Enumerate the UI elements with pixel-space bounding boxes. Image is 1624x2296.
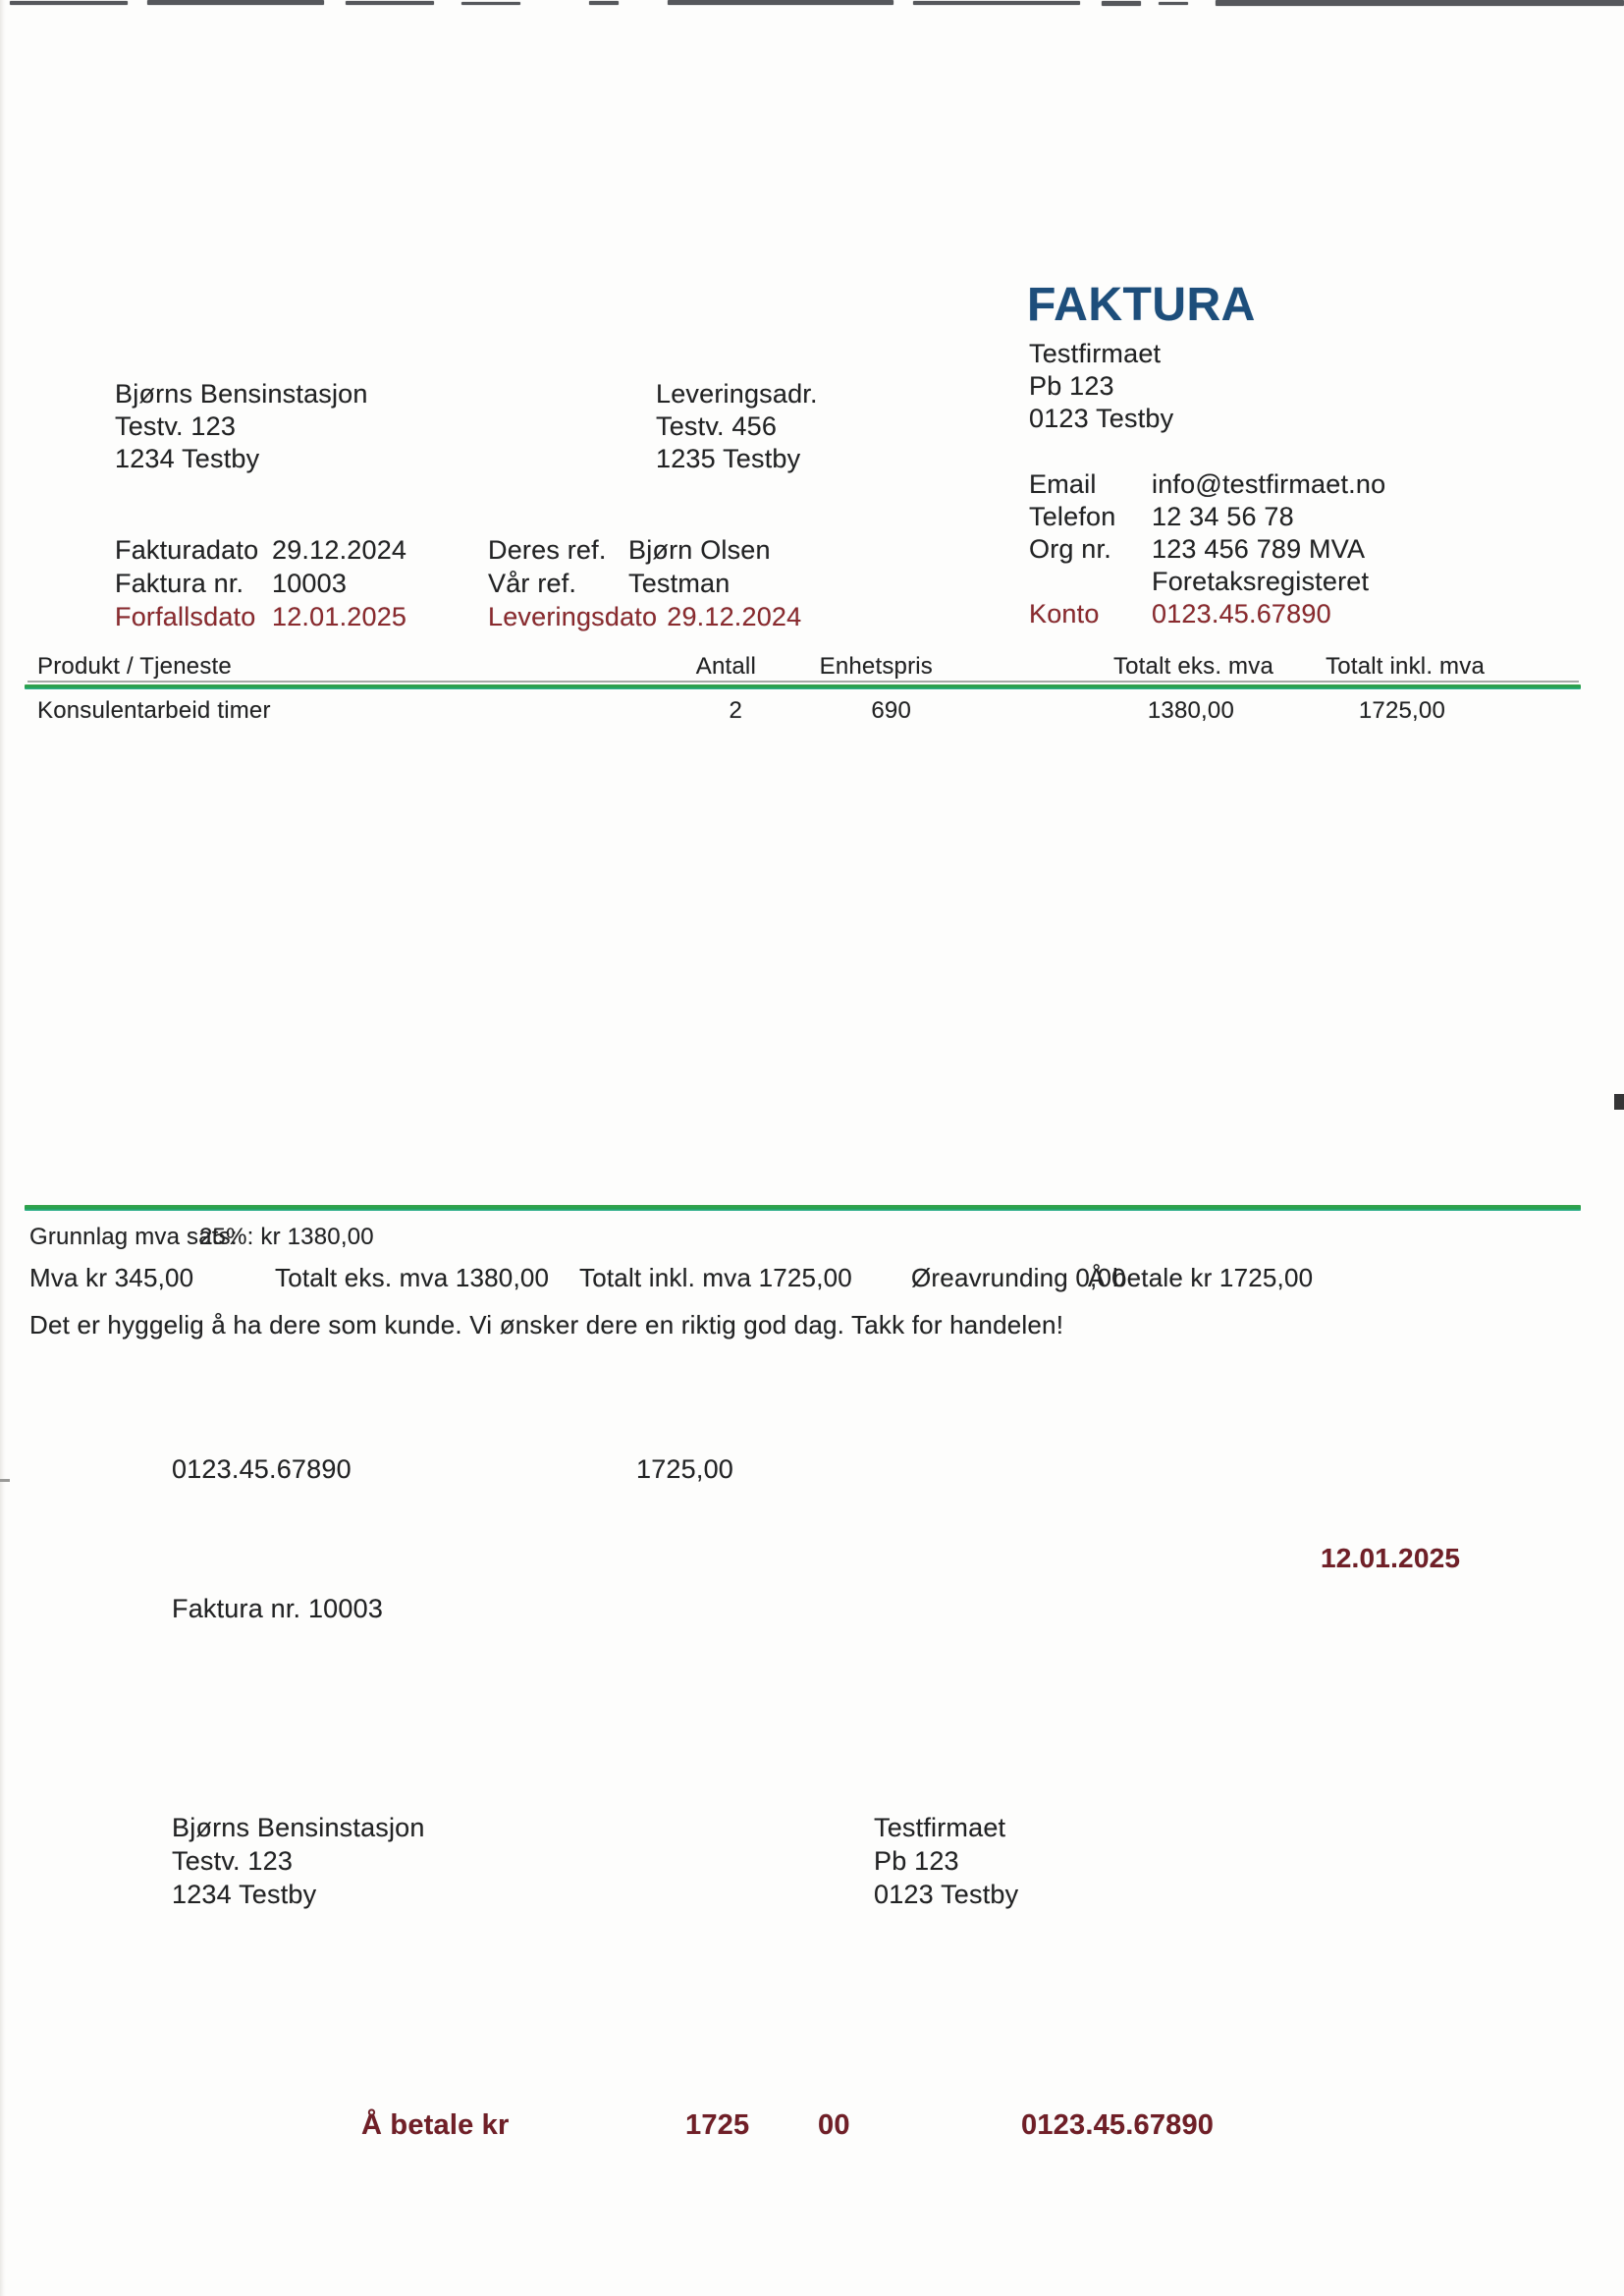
org-value: 123 456 789 MVA xyxy=(1152,534,1366,564)
delivery-address2: 1235 Testby xyxy=(656,444,801,473)
meta-row-our-ref xyxy=(488,567,801,600)
giro-pay-label: Å betale kr xyxy=(361,2109,510,2141)
cell-total-ex-vat: 1380,00 xyxy=(1147,697,1234,724)
their-ref-value: Bjørn Olsen xyxy=(628,535,771,565)
giro-amount: 1725,00 xyxy=(636,1454,733,1484)
org-label: Org nr. xyxy=(1029,534,1111,564)
customer-address1: Testv. 123 xyxy=(115,411,237,441)
invoice-no-value: 10003 xyxy=(272,569,348,598)
cell-product: Konsulentarbeid timer xyxy=(37,697,271,724)
thank-you-message: Det er hyggelig å ha dere som kunde. Vi ønsker dere en riktig god dag. Takk for handelen! xyxy=(29,1310,1064,1339)
vat-amount: Mva kr 345,00 xyxy=(29,1263,194,1292)
total-ex-vat: Totalt eks. mva 1380,00 xyxy=(275,1263,550,1292)
giro-payee-name: Testfirmaet xyxy=(874,1813,1006,1842)
sender-address2: 0123 Testby xyxy=(1029,404,1174,433)
invoice-meta-col1 xyxy=(115,533,406,633)
giro-due-date: 12.01.2025 xyxy=(1321,1543,1461,1573)
delivery-heading: Leveringsadr. xyxy=(656,379,818,409)
giro-payee-address1: Pb 123 xyxy=(874,1846,959,1876)
email-value: info@testfirmaet.no xyxy=(1152,469,1386,499)
contact-row-registry xyxy=(1029,566,1385,598)
their-ref-label: Deres ref. xyxy=(488,535,607,565)
invoice-date-label: Fakturadato xyxy=(115,535,259,565)
column-header-product: Produkt / Tjeneste xyxy=(37,653,232,680)
phone-label: Telefon xyxy=(1029,502,1116,531)
giro-invoice-ref: Faktura nr. 10003 xyxy=(172,1594,384,1623)
meta-row-due-date xyxy=(115,600,406,633)
giro-amount-kroner: 1725 xyxy=(685,2109,750,2141)
customer-name: Bjørns Bensinstasjon xyxy=(115,379,368,409)
scan-noise-top xyxy=(0,0,1624,8)
email-label: Email xyxy=(1029,469,1097,499)
customer-address-block xyxy=(115,378,368,475)
invoice-no-label: Faktura nr. xyxy=(115,569,244,598)
scan-noise-left-edge xyxy=(0,0,6,2296)
delivery-address-block xyxy=(656,378,818,475)
sender-address-block xyxy=(1029,338,1173,435)
delivery-address1: Testv. 456 xyxy=(656,411,778,441)
konto-value: 0123.45.67890 xyxy=(1152,599,1331,629)
giro-payer-address2: 1234 Testby xyxy=(172,1880,317,1909)
delivery-date-value: 29.12.2024 xyxy=(667,602,802,631)
invoice-title: FAKTURA xyxy=(1027,279,1256,331)
contact-block xyxy=(1029,468,1385,630)
registry-value: Foretaksregisteret xyxy=(1152,567,1370,596)
table-row xyxy=(0,696,1624,728)
table-header-rule-thin xyxy=(27,681,1579,683)
cell-total-inc-vat: 1725,00 xyxy=(1358,697,1445,724)
due-date-label: Forfallsdato xyxy=(115,602,256,631)
giro-bottom-line xyxy=(0,2109,1624,2145)
giro-payee-address2: 0123 Testby xyxy=(874,1880,1019,1909)
invoice-date-value: 29.12.2024 xyxy=(272,535,407,565)
totals-rule-green xyxy=(25,1205,1581,1211)
giro-account: 0123.45.67890 xyxy=(172,1454,352,1484)
meta-row-invoice-date xyxy=(115,533,406,567)
our-ref-value: Testman xyxy=(628,569,731,598)
delivery-date-label: Leveringsdato xyxy=(488,602,658,631)
konto-label: Konto xyxy=(1029,599,1100,629)
meta-row-delivery-date xyxy=(488,600,801,633)
contact-row-phone xyxy=(1029,501,1385,533)
due-date-value: 12.01.2025 xyxy=(272,602,407,631)
rounding: Øreavrunding 0,00 xyxy=(911,1263,1126,1292)
line-items-table xyxy=(0,652,1624,731)
meta-row-their-ref xyxy=(488,533,801,567)
vat-basis-label: Grunnlag mva sats: xyxy=(29,1224,238,1250)
column-header-total-inc-vat: Totalt inkl. mva xyxy=(1326,653,1485,680)
giro-payee-block xyxy=(874,1811,1018,1911)
column-header-qty: Antall xyxy=(695,653,756,680)
totals-row xyxy=(0,1262,1624,1295)
customer-address2: 1234 Testby xyxy=(115,444,260,473)
column-header-total-ex-vat: Totalt eks. mva xyxy=(1112,653,1273,680)
scan-mark-right-edge xyxy=(1614,1094,1624,1110)
table-header-row xyxy=(0,652,1624,682)
giro-payer-address1: Testv. 123 xyxy=(172,1846,294,1876)
sender-name: Testfirmaet xyxy=(1029,339,1162,368)
our-ref-label: Vår ref. xyxy=(488,569,577,598)
giro-payer-block xyxy=(172,1811,425,1911)
scan-mark-left-small xyxy=(0,1479,10,1482)
giro-payer-name: Bjørns Bensinstasjon xyxy=(172,1813,425,1842)
amount-to-pay: Å betale kr 1725,00 xyxy=(1088,1263,1314,1292)
column-header-unit-price: Enhetspris xyxy=(819,653,933,680)
total-inc-vat: Totalt inkl. mva 1725,00 xyxy=(579,1263,852,1292)
vat-basis-row xyxy=(29,1223,374,1252)
phone-value: 12 34 56 78 xyxy=(1152,502,1294,531)
contact-row-org xyxy=(1029,533,1385,566)
cell-qty: 2 xyxy=(729,697,742,724)
cell-unit-price: 690 xyxy=(871,697,911,724)
vat-basis-value: 25%: kr 1380,00 xyxy=(199,1224,374,1250)
giro-amount-ore: 00 xyxy=(818,2109,850,2141)
table-header-rule-green xyxy=(25,684,1581,689)
meta-row-invoice-no xyxy=(115,567,406,600)
contact-row-email xyxy=(1029,468,1385,501)
giro-account-bottom: 0123.45.67890 xyxy=(1021,2109,1215,2141)
sender-address1: Pb 123 xyxy=(1029,371,1114,401)
contact-row-konto xyxy=(1029,598,1385,630)
invoice-meta-col2 xyxy=(488,533,801,633)
